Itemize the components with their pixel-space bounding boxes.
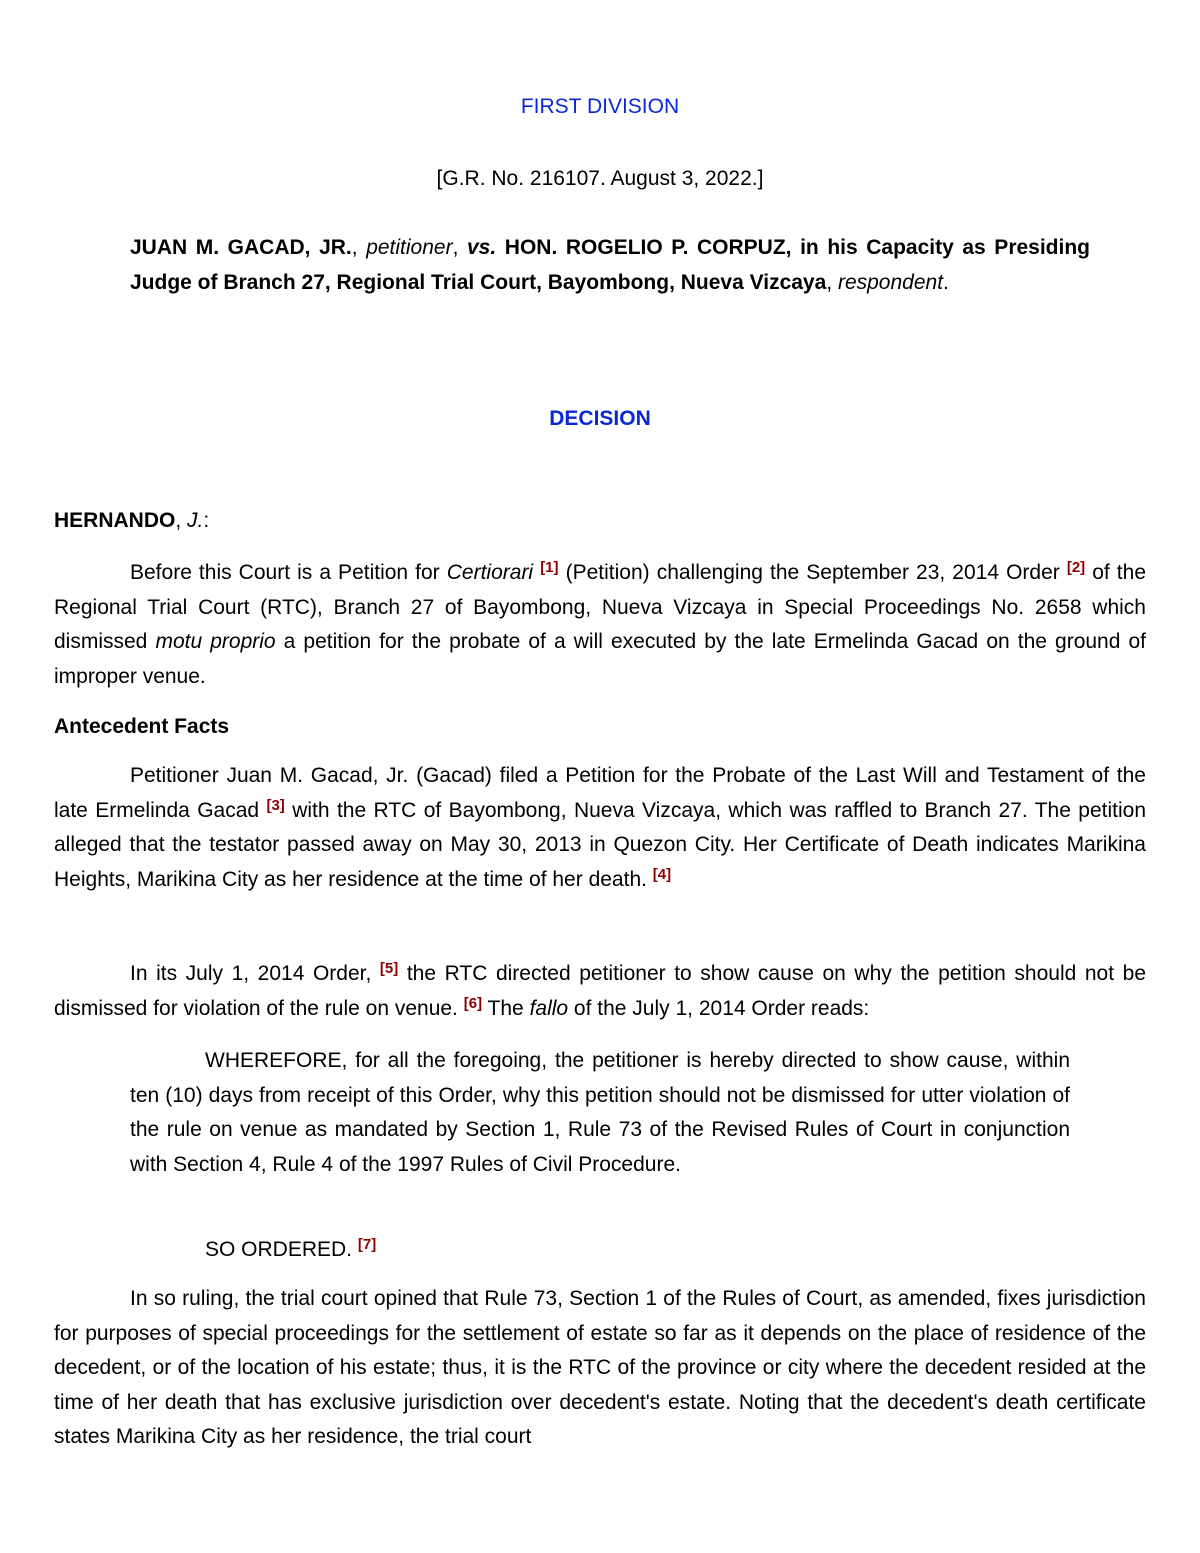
paragraph-1	[54, 556, 1146, 694]
decision-heading: DECISION	[549, 407, 651, 430]
petitioner-name: JUAN M. GACAD, JR.	[130, 236, 352, 259]
case-caption: JUAN M. GACAD, JR., petitioner, vs. HON. ROGELIO P. CORPUZ, in his Capacity as Presiding Judge of Branch 27, Regional Trial Court, Bayombong, Nueva Vizcaya, respondent.	[130, 236, 1090, 294]
paragraph-4: In so ruling, the trial court opined that Rule 73, Section 1 of the Rules of Court, as amended, fixes jurisdiction for purposes of special proceedings for the settlement of estate so far as it depends on the place of residence of the decedent, or of the location of his estate; thus, it is the RTC of the province or city where the decedent resided at the time of her death that has exclusive jurisdiction over decedent's estate. Noting that the decedent's death certificate states Marikina City as her residence, the trial court	[54, 1287, 1146, 1448]
text-run: a petition for the probate of a will executed by the late Ermelinda Gacad on the ground of improper venue.	[54, 630, 1147, 688]
footnote-link-5[interactable]: [5]	[379, 960, 399, 977]
respondent-role: respondent	[837, 270, 944, 294]
ponente: HERNANDO, J.:	[54, 509, 210, 532]
text-run: The	[482, 996, 530, 1020]
text-run: the RTC directed petitioner to show cause on why the petition should not be dismissed for violation of the rule on venue.	[54, 962, 1146, 1020]
paragraph-3	[54, 957, 1146, 1026]
so-ordered-line	[130, 1233, 1070, 1268]
ponente-title: J.	[187, 509, 204, 532]
motu-proprio-term: motu proprio	[155, 630, 276, 653]
text-run: with the RTC of Bayombong, Nueva Vizcaya, which was raffled to Branch 27. The petition alleged that the testator passed away on May 30, 2013 in Quezon City. Her Certificate of Death indicates Marikina Heights, Marikina City as her residence at the time of her death.	[54, 798, 1146, 891]
gr-number: [G.R. No. 216107. August 3, 2022.]	[436, 167, 764, 190]
text-run: of the July 1, 2014 Order reads:	[568, 996, 870, 1020]
section-heading: Antecedent Facts	[54, 715, 230, 738]
text-run: Before this Court is a Petition for	[130, 561, 447, 584]
respondent-name: HON. ROGELIO P. CORPUZ, in his Capacity as Presiding Judge of Branch 27, Regional Trial Court, Bayombong, Nueva Vizcaya	[130, 236, 1090, 294]
text-run: of the Regional Trial Court (RTC), Branch 27 of Bayombong, Nueva Vizcaya in Special Proceedings No. 2658 which dismissed	[54, 561, 1147, 653]
petitioner-role: petitioner	[366, 236, 453, 259]
text-run: Petitioner Juan M. Gacad, Jr. (Gacad) filed a Petition for the Probate of the Last Will and Testament of the late Ermelinda Gacad	[54, 764, 1146, 822]
footnote-link-7[interactable]: [7]	[357, 1236, 377, 1253]
division-heading: FIRST DIVISION	[520, 95, 680, 118]
block-quote: WHEREFORE, for all the foregoing, the petitioner is hereby directed to show cause, within ten (10) days from receipt of this Order, why this petition should not be dismissed for utter violation of the rule on venue as mandated by Section 1, Rule 73 of the Revised Rules of Court in conjunction with Section 4, Rule 4 of the 1997 Rules of Civil Procedure.	[130, 1049, 1070, 1176]
paragraph-2	[54, 759, 1146, 897]
certiorari-term: Certiorari	[446, 561, 534, 584]
text-run: SO ORDERED.	[205, 1238, 358, 1261]
ponente-name: HERNANDO	[54, 509, 176, 532]
footnote-link-3[interactable]: [3]	[266, 796, 285, 814]
footnote-link-1[interactable]: [1]	[540, 559, 559, 576]
text-run: In its July 1, 2014 Order,	[130, 962, 380, 985]
text-run: (Petition) challenging the September 23, 2014 Order	[558, 561, 1067, 584]
footnote-link-6[interactable]: [6]	[463, 994, 483, 1012]
fallo-term: fallo	[529, 996, 569, 1020]
footnote-link-2[interactable]: [2]	[1066, 559, 1086, 576]
versus-label: vs.	[467, 236, 497, 259]
footnote-link-4[interactable]: [4]	[652, 865, 672, 883]
